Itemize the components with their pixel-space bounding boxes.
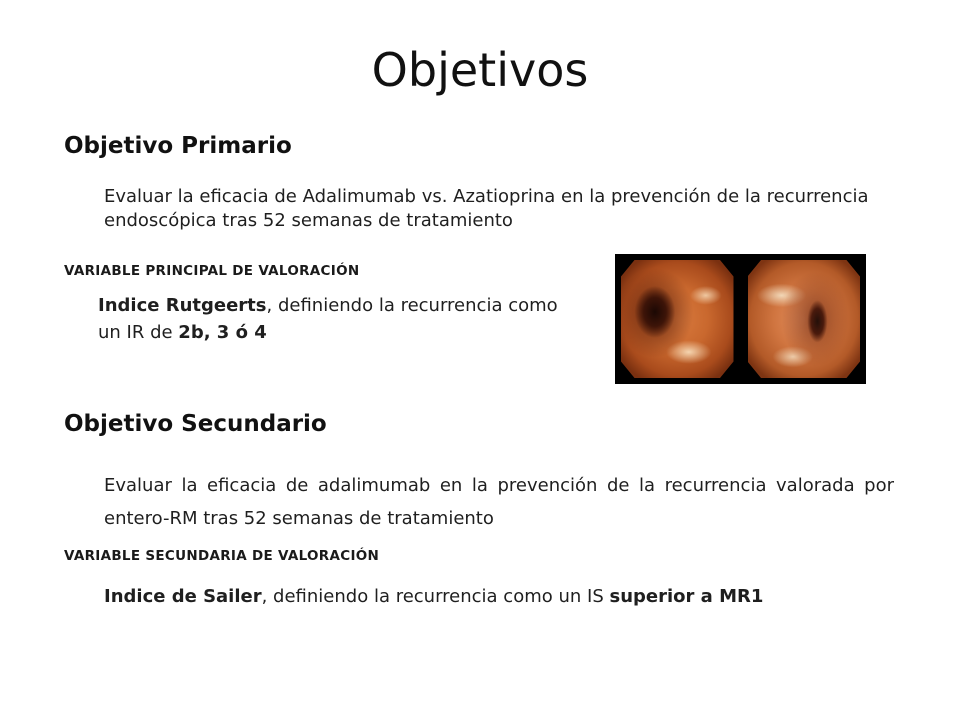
slide-title: Objetivos	[371, 43, 589, 97]
rutgeerts-index-term: Indice Rutgeerts	[98, 295, 267, 316]
secondary-objective-description: Evaluar la eficacia de adalimumab en la prevención de la recurrencia valorada por entero-RM tras 52 semanas de tratamiento	[104, 475, 894, 529]
primary-variable-definition: , definiendo la recurrencia como un IR de	[98, 295, 558, 343]
primary-recurrence-grades: 2b, 3 ó 4	[178, 322, 267, 343]
primary-variable-label: VARIABLE PRINCIPAL DE VALORACIÓN	[64, 263, 360, 279]
secondary-variable-text	[104, 585, 904, 609]
primary-variable-text	[98, 292, 578, 346]
sailer-index-term: Indice de Sailer	[104, 586, 262, 607]
secondary-objective-heading: Objetivo Secundario	[64, 411, 327, 437]
secondary-threshold: superior a MR1	[609, 586, 764, 607]
endoscopy-images	[615, 254, 866, 384]
primary-objective-description: Evaluar la eficacia de Adalimumab vs. Azatioprina en la prevención de la recurrencia endoscópica tras 52 semanas de tratamiento	[104, 186, 869, 231]
secondary-variable-label: VARIABLE SECUNDARIA DE VALORACIÓN	[64, 548, 380, 564]
endoscopy-image-left	[617, 256, 738, 382]
primary-objective-heading: Objetivo Primario	[64, 133, 292, 159]
secondary-variable-definition: , definiendo la recurrencia como un IS	[261, 586, 610, 607]
endoscopy-image-right	[744, 256, 865, 382]
